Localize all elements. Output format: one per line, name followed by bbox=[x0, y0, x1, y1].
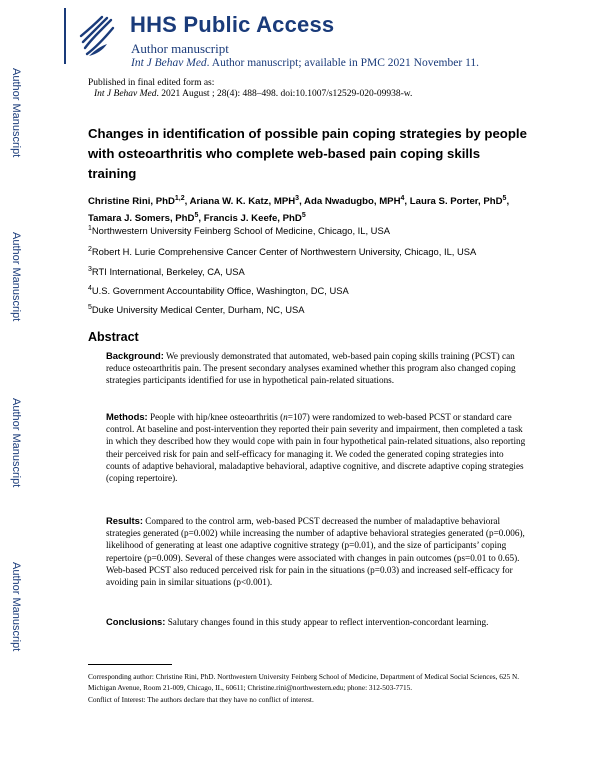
author-manuscript-subtitle: Author manuscript bbox=[131, 41, 229, 56]
citation-journal: Int J Behav Med bbox=[94, 89, 157, 99]
author: Laura S. Porter, PhD$^5$, bbox=[409, 195, 510, 208]
abstract-results: Results: Compared to the control arm, web-based PCST decreased the number of maladaptive behavioral strategies generated (p=0.002) while increasing the number of adaptive behavioral strategies generated (p=0.006), likelihood of generating at least one adaptive cognitive strategy (p=0.01), and the size of participants’ coping repertoire (p=0.009). Several of these changes were associated with changes in pain outcomes (ps=0.01 to 0.65). Web-based PCST also reduced perceived risk for pain in the situations (p=0.03) and increased self-efficacy for avoiding pain in similar situations (p<0.001). bbox=[106, 515, 525, 588]
abstract-background: Background: We previously demonstrated that automated, web-based pain coping skills training (PCST) can reduce osteoarthritis pain. The present secondary analyses examined whether this program also changed coping strategies participants identified for use in hypothetical pain-related situations. bbox=[106, 350, 516, 386]
conflict-of-interest-note: Conflict of Interest: The authors declare that they have no conflict of interest. bbox=[88, 695, 314, 704]
published-label: Published in final edited form as: bbox=[88, 78, 215, 88]
journal-abbrev: Int J Behav Med bbox=[131, 57, 207, 69]
sidebar-author-manuscript-4: Author Manuscript bbox=[10, 562, 22, 652]
author: Ariana W. K. Katz, MPH$^3$, bbox=[189, 195, 305, 208]
availability-text: . Author manuscript; available in PMC 2021 November 11. bbox=[206, 57, 480, 69]
abstract-conclusions: Conclusions: Salutary changes found in this study appear to reflect intervention-concordant learning. bbox=[106, 616, 489, 627]
author: Christine Rini, PhD$^{1,2}$, bbox=[88, 195, 190, 208]
header-divider bbox=[64, 8, 66, 64]
article-title: Changes in identification of possible pain coping strategies by people with osteoarthritis who complete web-based pain coping skills training bbox=[88, 126, 527, 181]
author: Ada Nwadugbo, MPH$^4$, bbox=[304, 195, 410, 208]
sidebar-author-manuscript-2: Author Manuscript bbox=[10, 232, 22, 322]
affiliation: $^5$Duke University Medical Center, Durham, NC, USA bbox=[88, 304, 305, 316]
hhs-eagle-logo-icon bbox=[77, 14, 117, 58]
author: Tamara J. Somers, PhD$^5$, bbox=[88, 212, 204, 225]
author-list bbox=[88, 192, 528, 226]
corresponding-author-note: Corresponding author: Christine Rini, PhD. Northwestern University Feinberg School of Medicine, Department of Medical Social Sciences, 625 N. Michigan Avenue, Room 21-009, Chicago, IL, 60611; Christine.rini@northwestern.edu; phone: 312-503-7715. bbox=[88, 672, 520, 692]
abstract-methods: Methods: People with hip/knee osteoarthritis (n=107) were randomized to web-based PCST or standard care control. At baseline and post-intervention they reported their pain severity and impairment, then completed a task in which they described how they would cope with pain in four hypothetical pain-related situations, also reporting their perceived risk for pain and self-efficacy for managing it. We coded the generated coping strategies into counts of adaptive behavioral, maladaptive behavioral, adaptive cognitive, and discrete adaptive coping strategies (coping repertoire). bbox=[106, 411, 526, 484]
journal-availability-line bbox=[131, 57, 479, 69]
citation-details: . 2021 August ; 28(4): 488–498. doi:10.1007/s12529-020-09938-w. bbox=[156, 89, 413, 99]
sidebar-author-manuscript-1: Author Manuscript bbox=[10, 68, 22, 158]
footnote-rule bbox=[88, 664, 172, 665]
author: Francis J. Keefe, PhD$^5$ bbox=[203, 212, 306, 225]
abstract-heading: Abstract bbox=[88, 330, 139, 344]
citation-line bbox=[94, 89, 412, 99]
affiliation: $^3$RTI International, Berkeley, CA, USA bbox=[88, 266, 245, 278]
affiliation: $^1$Northwestern University Feinberg School of Medicine, Chicago, IL, USA bbox=[88, 225, 390, 237]
affiliation: $^2$Robert H. Lurie Comprehensive Cancer Center of Northwestern University, Chicago, IL, USA bbox=[88, 246, 477, 258]
sidebar-author-manuscript-3: Author Manuscript bbox=[10, 398, 22, 488]
affiliation: $^4$U.S. Government Accountability Office, Washington, DC, USA bbox=[88, 285, 349, 297]
hhs-public-access-title: HHS Public Access bbox=[130, 12, 335, 37]
